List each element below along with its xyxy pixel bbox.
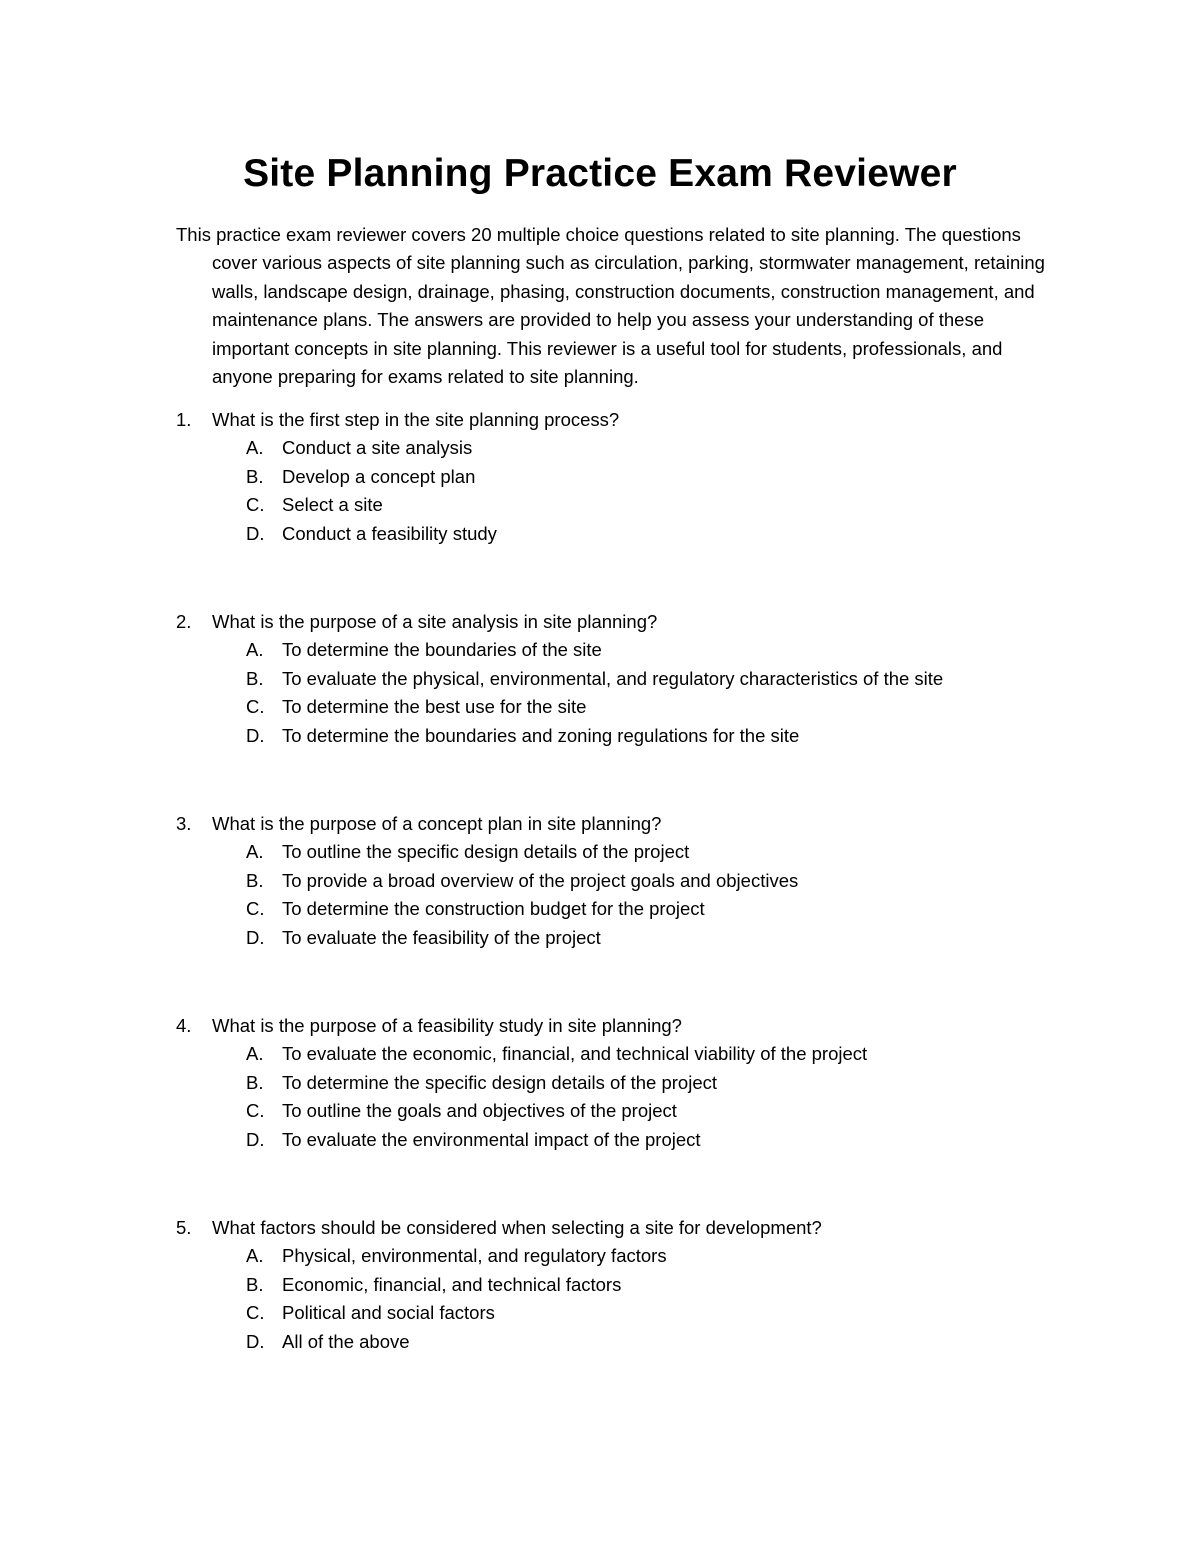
option-text: To evaluate the economic, financial, and technical viability of the project (282, 1043, 868, 1065)
option-text: To determine the specific design details of the project (282, 1071, 717, 1093)
question-5 (0, 1214, 1200, 1416)
option-letter: D. (246, 1128, 265, 1150)
option-text: To determine the construction budget for the project (282, 898, 705, 920)
option-letter: A. (246, 1245, 264, 1267)
question-text: What factors should be considered when selecting a site for development? (212, 1217, 822, 1238)
question-4 (0, 1012, 1200, 1214)
option-letter: B. (246, 1071, 264, 1093)
answer-option (0, 1299, 1200, 1327)
answer-option (0, 520, 1200, 548)
answer-option (0, 867, 1200, 895)
question-2 (0, 608, 1200, 810)
option-letter: D. (246, 522, 265, 544)
question-stem (0, 1012, 1200, 1040)
option-letter: D. (246, 1330, 265, 1352)
option-letter: C. (246, 1100, 265, 1122)
option-text: To determine the boundaries and zoning regulations for the site (282, 724, 800, 746)
answer-option (0, 1097, 1200, 1125)
option-text: To evaluate the environmental impact of the project (282, 1128, 701, 1150)
answer-option (0, 722, 1200, 750)
option-letter: A. (246, 437, 264, 459)
answer-option (0, 1126, 1200, 1154)
answer-option (0, 1040, 1200, 1068)
option-text: Select a site (282, 494, 383, 516)
option-text: Conduct a site analysis (282, 437, 473, 459)
question-text: What is the purpose of a site analysis in site planning? (212, 611, 658, 632)
option-text: To provide a broad overview of the project goals and objectives (282, 869, 799, 891)
option-letter: C. (246, 898, 265, 920)
option-text: To evaluate the physical, environmental, and regulatory characteristics of the site (282, 667, 944, 689)
option-text: Conduct a feasibility study (282, 522, 497, 544)
answer-option (0, 1069, 1200, 1097)
question-number: 5. (176, 1217, 192, 1238)
question-stem (0, 608, 1200, 636)
question-number: 3. (176, 813, 192, 834)
answer-option (0, 693, 1200, 721)
question-number: 1. (176, 409, 192, 430)
question-list (0, 406, 1200, 1416)
option-text: Physical, environmental, and regulatory factors (282, 1245, 667, 1267)
option-letter: C. (246, 696, 265, 718)
option-text: To determine the best use for the site (282, 696, 587, 718)
question-text: What is the first step in the site planning process? (212, 409, 620, 430)
answer-option (0, 838, 1200, 866)
answer-option (0, 924, 1200, 952)
answer-option (0, 463, 1200, 491)
option-text: Develop a concept plan (282, 465, 476, 487)
option-letter: D. (246, 724, 265, 746)
option-text: To determine the boundaries of the site (282, 639, 602, 661)
option-letter: B. (246, 667, 264, 689)
question-text: What is the purpose of a feasibility study in site planning? (212, 1015, 682, 1036)
answer-option (0, 1271, 1200, 1299)
option-letter: C. (246, 494, 265, 516)
question-number: 2. (176, 611, 192, 632)
answer-option (0, 491, 1200, 519)
option-text: Political and social factors (282, 1302, 495, 1324)
question-number: 4. (176, 1015, 192, 1036)
answer-option (0, 636, 1200, 664)
option-letter: B. (246, 1273, 264, 1295)
option-letter: A. (246, 1043, 264, 1065)
question-text: What is the purpose of a concept plan in site planning? (212, 813, 662, 834)
answer-option (0, 895, 1200, 923)
answer-option (0, 434, 1200, 462)
question-stem (0, 810, 1200, 838)
question-stem (0, 406, 1200, 434)
question-1 (0, 406, 1200, 608)
option-letter: C. (246, 1302, 265, 1324)
option-letter: A. (246, 639, 264, 661)
option-text: All of the above (282, 1330, 410, 1352)
question-3 (0, 810, 1200, 1012)
option-text: To evaluate the feasibility of the project (282, 926, 601, 948)
option-text: Economic, financial, and technical factors (282, 1273, 622, 1295)
question-stem (0, 1214, 1200, 1242)
option-text: To outline the goals and objectives of the project (282, 1100, 677, 1122)
page-title: Site Planning Practice Exam Reviewer (243, 152, 957, 195)
answer-option (0, 1328, 1200, 1356)
option-text: To outline the specific design details of the project (282, 841, 690, 863)
option-letter: A. (246, 841, 264, 863)
option-letter: B. (246, 465, 264, 487)
answer-option (0, 665, 1200, 693)
intro-paragraph: This practice exam reviewer covers 20 multiple choice questions related to site planning. The questions cover various aspects of site planning such as circulation, parking, stormwater management, retaining walls, landscape design, drainage, phasing, construction documents, construction management, and maintenance plans. The answers are provided to help you assess your understanding of these important concepts in site planning. This reviewer is a useful tool for students, professionals, and anyone preparing for exams related to site planning. (176, 224, 1045, 388)
answer-option (0, 1242, 1200, 1270)
option-letter: D. (246, 926, 265, 948)
option-letter: B. (246, 869, 264, 891)
